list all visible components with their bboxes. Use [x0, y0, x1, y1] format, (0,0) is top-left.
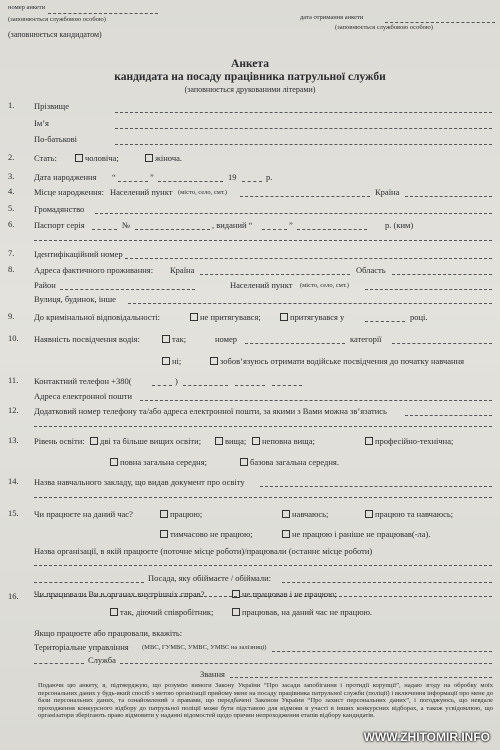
checkbox-icon [282, 510, 290, 518]
position-label: Посада, яку обіймаєте / обіймали: [148, 573, 272, 583]
license-yes-option[interactable]: так; [162, 334, 186, 344]
license-no-option[interactable]: ні; [162, 356, 181, 366]
birth-year-field[interactable] [242, 181, 262, 182]
item-number: 12. [8, 405, 19, 415]
settlement-note: (місто, село, смт.) [178, 189, 227, 196]
item-number: 2. [8, 152, 15, 162]
police-former-option[interactable]: працював, на даний час не працюю. [232, 607, 372, 617]
item-number: 11. [8, 375, 19, 385]
sex-female-option[interactable]: жіноча. [145, 153, 182, 163]
territorial-note: (МВС, ГУМВС, УМВС, УМВС на залізниці) [142, 644, 267, 651]
extra-contact-label: Додатковий номер телефону та/або адреса електронної пошти, за якими з Вами можна зв’язатись [34, 406, 387, 416]
rank-label: Звання [200, 669, 225, 679]
item-number: 13. [8, 435, 19, 445]
item-number: 8. [8, 264, 15, 274]
street-field[interactable] [128, 303, 492, 304]
work-both-option[interactable]: працюю та навчаюсь; [365, 509, 453, 519]
checkbox-icon [110, 608, 118, 616]
edu-higher-option[interactable]: вища; [215, 436, 246, 446]
issued-by-label: р. (ким) [385, 220, 414, 230]
item-number: 15. [8, 508, 19, 518]
address-country-label: Країна [170, 265, 195, 275]
passport-number-label: № [122, 220, 131, 230]
organization-field[interactable] [34, 565, 492, 566]
police-label: Чи працювали Ви в органах внутрішніх справ? [34, 589, 205, 599]
institution-field[interactable] [34, 497, 492, 498]
passport-series-field[interactable] [92, 229, 117, 230]
item-number: 14. [8, 476, 19, 486]
item-number: 4. [8, 186, 15, 196]
oblast-label: Область [356, 265, 386, 275]
form-instruction: (заповнюється друкованими літерами) [184, 85, 316, 94]
form-subtitle: кандидата на посаду працівника патрульної служби [114, 71, 386, 83]
birth-month-field[interactable] [158, 181, 223, 182]
form-number-note: (заповнюється службовою особою) [8, 16, 106, 23]
country-label: Країна [375, 187, 400, 197]
license-category-field[interactable] [392, 343, 492, 344]
address-settlement-field[interactable] [365, 289, 492, 290]
service-field[interactable] [120, 663, 492, 664]
birthplace-label: Місце народження: [34, 187, 104, 197]
quote-mark: ” [150, 172, 154, 182]
name-field[interactable] [115, 128, 492, 129]
checkbox-icon [75, 154, 83, 162]
address-country-field[interactable] [200, 274, 350, 275]
issued-label: , виданий “ [212, 220, 253, 230]
checkbox-icon [160, 530, 168, 538]
form-number-label: номер анкети [8, 4, 46, 11]
surname-label: Прізвище [34, 101, 69, 111]
email-label: Адреса електронної пошти [34, 391, 133, 401]
checkbox-icon [232, 590, 240, 598]
item-number: 1. [8, 100, 15, 110]
checkbox-icon [145, 154, 153, 162]
extra-contact-field[interactable] [34, 426, 492, 427]
birthplace-settlement-field[interactable] [240, 196, 370, 197]
police-active-option[interactable]: так, діючий співробітник; [110, 607, 213, 617]
edu-incomplete-higher-option[interactable]: неповна вища; [252, 436, 315, 446]
phone-bracket: ) [175, 376, 178, 386]
institution-label: Назва навчального закладу, що видав документ про освіту [34, 477, 245, 487]
quote-mark: ” [289, 220, 293, 230]
citizenship-field[interactable] [95, 213, 492, 214]
form-number-line [48, 13, 158, 14]
work-never-option[interactable]: не працюю і раніше не працював(-ла). [282, 529, 431, 539]
phone-label: Контактний телефон +380( [34, 376, 132, 386]
service-label: Служба [88, 655, 116, 665]
issued-month-field[interactable] [297, 229, 367, 230]
checkbox-icon [110, 458, 118, 466]
checkbox-icon [252, 437, 260, 445]
street-label: Вулиця, будинок, інше [34, 294, 116, 304]
quote-mark: “ [112, 172, 116, 182]
issued-by-field[interactable] [34, 240, 492, 241]
working-label: Чи працюєте на даний час? [34, 509, 133, 519]
birth-country-field[interactable] [405, 196, 492, 197]
checkbox-icon [365, 437, 373, 445]
position-field-left[interactable] [34, 582, 144, 583]
watermark: WWW.ZHITOMIR.INFO [363, 730, 490, 744]
id-number-label: Ідентифікаційний номер [34, 249, 123, 259]
police-never-option[interactable]: не працював і не працюю; [232, 589, 337, 599]
organization-label: Назва організації, в якій працюєте (поточне місце роботи)/працювали (останнє місце роботи) [34, 546, 373, 556]
item-number: 9. [8, 311, 15, 321]
license-pledge-option[interactable]: зобов’язуюсь отримати водійське посвідчення до початку навчання [210, 356, 464, 366]
prosecuted-option[interactable]: притягувався у [280, 312, 344, 322]
settlement-label: Населений пункт [110, 187, 173, 197]
surname-field[interactable] [115, 112, 492, 113]
receipt-date-label: дата отримання анкети [300, 14, 364, 21]
address-settlement-label: Населений пункт [230, 280, 293, 290]
candidate-note: (заповнюється кандидатом) [8, 30, 102, 39]
checkbox-icon [240, 458, 248, 466]
year-prefix: 19 [228, 172, 237, 182]
citizenship-label: Громадянство [34, 204, 85, 214]
checkbox-icon [282, 530, 290, 538]
prosecuted-year-field[interactable] [365, 321, 405, 322]
if-worked-label: Якщо працюєте або працювали, вкажіть: [34, 628, 183, 638]
phone-part1-field[interactable] [183, 385, 228, 386]
phone-code-field[interactable] [152, 385, 172, 386]
phone-part3-field[interactable] [272, 385, 302, 386]
address-label: Адреса фактичного проживання: [34, 265, 154, 275]
item-number: 10. [8, 333, 19, 343]
edu-basic-secondary-option[interactable]: базова загальна середня. [240, 457, 339, 467]
license-category-label: категорії [350, 334, 382, 344]
checkbox-icon [90, 437, 98, 445]
id-number-field[interactable] [125, 258, 492, 259]
territorial-field[interactable] [272, 651, 492, 652]
name-label: Ім’я [34, 118, 49, 128]
license-label: Наявність посвідчення водія: [34, 334, 140, 344]
checkbox-icon [210, 357, 218, 365]
education-label: Рівень освіти: [34, 436, 85, 446]
checkbox-icon [190, 313, 198, 321]
phone-part2-field[interactable] [235, 385, 265, 386]
checkbox-icon [215, 437, 223, 445]
birthdate-label: Дата народження [34, 172, 97, 182]
email-field[interactable] [140, 400, 492, 401]
years-label: році. [410, 312, 428, 322]
patronymic-field[interactable] [115, 144, 492, 145]
work-studying-option[interactable]: навчаюсь; [282, 509, 328, 519]
license-number-field[interactable] [245, 343, 345, 344]
work-temporarily-option[interactable]: тимчасово не працюю; [160, 529, 253, 539]
criminal-label: До кримінальної відповідальності: [34, 312, 161, 322]
year-suffix: р. [266, 172, 273, 182]
consent-paragraph: Подаючи цю анкету, я, підтверджую, що розумію вимоги Закону України “Про засади запобігання і протидії корупції”, надаю згоду на обробку моїх персональних даних у будь-який спосіб з метою організації прийому мене на посаду працівника патрульної служби (поліції) і включення інформації про мене до бази персональних даних, та ознайомлений з правами, що передбачені Законом України “Про захист персональних даних”, і погоджуюсь, що невдале проходження конкурсного відбору до патрульної поліції може бути підставою для відмови в участі в інших конкурсних відборах, а також усвідомлюю, що організатори зберігають право відмовити у наданні відомостей щодо причин непроходження етапів відбору кандидатів. [38, 682, 493, 720]
district-label: Район [34, 280, 56, 290]
sex-male-option[interactable]: чоловіча; [75, 153, 119, 163]
rank-field[interactable] [230, 677, 492, 678]
patronymic-label: По-батькові [34, 134, 78, 144]
edu-vocational-option[interactable]: професійно-технічна; [365, 436, 453, 446]
checkbox-icon [160, 510, 168, 518]
service-field-left[interactable] [34, 663, 84, 664]
license-number-label: номер [215, 334, 238, 344]
work-working-option[interactable]: працюю; [160, 509, 202, 519]
receipt-date-note: (заповнюється службовою особою) [335, 24, 433, 31]
checkbox-icon [232, 608, 240, 616]
oblast-field[interactable] [392, 274, 492, 275]
checkbox-icon [162, 335, 170, 343]
passport-series-label: Паспорт серія [34, 220, 85, 230]
edu-full-secondary-option[interactable]: повна загальна середня; [110, 457, 207, 467]
form-title: Анкета [231, 58, 269, 70]
not-prosecuted-option[interactable]: не притягувався; [190, 312, 261, 322]
institution-field-inline[interactable] [260, 486, 492, 487]
birth-day-field[interactable] [118, 181, 148, 182]
edu-two-higher-option[interactable]: дві та більше вищих освіти; [90, 436, 201, 446]
receipt-date-line [385, 22, 495, 23]
issued-day-field[interactable] [262, 229, 287, 230]
sex-label: Стать: [34, 153, 57, 163]
checkbox-icon [365, 510, 373, 518]
territorial-label: Територіальне управління [34, 642, 129, 652]
item-number: 6. [8, 219, 15, 229]
item-number: 5. [8, 203, 15, 213]
item-number: 16. [8, 591, 19, 601]
item-number: 3. [8, 171, 15, 181]
passport-number-field[interactable] [135, 229, 210, 230]
extra-contact-field-inline[interactable] [405, 415, 492, 416]
position-field[interactable] [282, 582, 492, 583]
address-settlement-note: (місто, село, смт.) [300, 282, 349, 289]
checkbox-icon [162, 357, 170, 365]
checkbox-icon [280, 313, 288, 321]
item-number: 7. [8, 248, 15, 258]
district-field[interactable] [60, 289, 195, 290]
